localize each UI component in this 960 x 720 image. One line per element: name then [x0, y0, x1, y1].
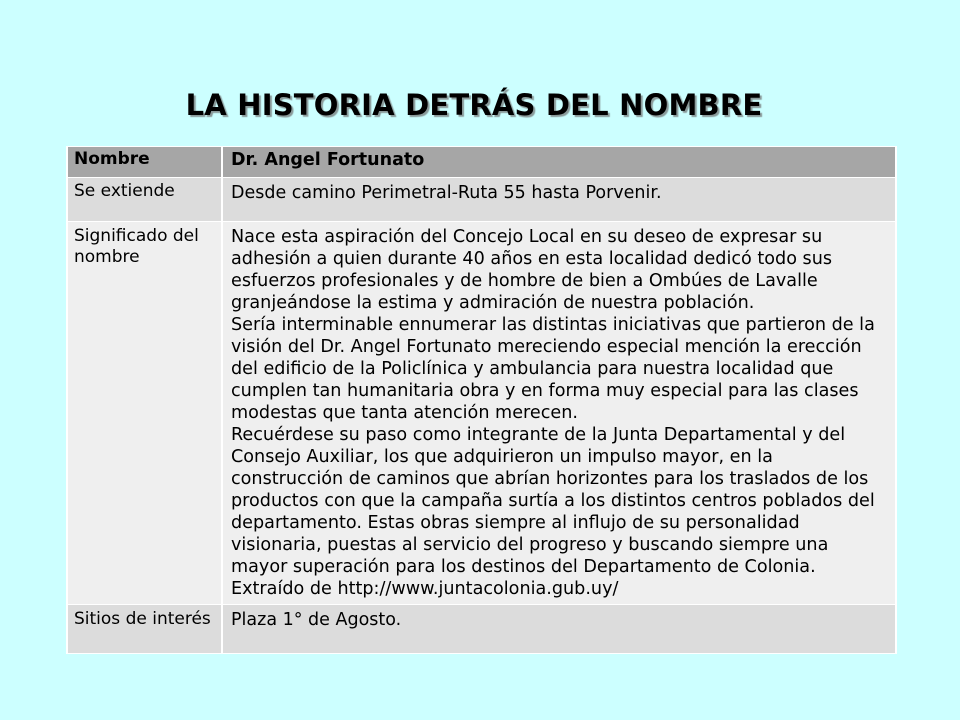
row-value-cell	[222, 178, 896, 222]
row-value-meaning	[223, 222, 895, 604]
row-label-cell	[67, 222, 222, 605]
page-title: LA HISTORIA DETRÁS DEL NOMBRE	[185, 88, 763, 122]
row-label-meaning: Significado del nombre	[74, 226, 199, 267]
table-row	[67, 222, 896, 605]
row-value-sites: Plaza 1° de Agosto.	[231, 610, 402, 630]
header-value-cell	[222, 147, 896, 178]
meaning-paragraph: Recuérdese su paso como integrante de la Junta Departamental y del Consejo Auxiliar, los que adquirieron un impulso mayor, en la construcción de caminos que abrían horizontes para los traslados de los productos con que la campaña surtía a los distintos centros poblados del departamento. Estas obras siempre al influjo de su personalidad visionaria, puestas al servicio del progreso y buscando siempre una mayor superación para los destinos del Departamento de Colonia. Extraído de http://www.juntacolonia.gub.uy/	[231, 425, 875, 599]
info-table	[66, 146, 897, 654]
table-row	[67, 178, 896, 222]
row-label-sites: Sitios de interés	[74, 609, 211, 629]
table-row	[67, 605, 896, 654]
row-label-extent: Se extiende	[74, 181, 175, 201]
row-label-cell	[67, 178, 222, 222]
row-value-cell	[222, 605, 896, 654]
header-label-cell	[67, 147, 222, 178]
row-value-cell	[222, 222, 896, 605]
meaning-paragraph: Nace esta aspiración del Concejo Local en su deseo de expresar su adhesión a quien durante 40 años en esta localidad dedicó todo sus esfuerzos profesionales y de hombre de bien a Ombúes de Lavalle granjeándose la estima y admiración de nuestra población.	[231, 227, 833, 313]
meaning-paragraph: Sería interminable ennumerar las distintas iniciativas que partieron de la visión del Dr. Angel Fortunato mereciendo especial mención la erección del edificio de la Policlínica y ambulancia para nuestra localidad que cumplen tan humanitaria obra y en forma muy especial para las clases modestas que tanta atención merecen.	[231, 315, 875, 423]
header-value: Dr. Angel Fortunato	[231, 150, 425, 170]
row-label-cell	[67, 605, 222, 654]
header-label: Nombre	[74, 149, 150, 169]
row-value-extent: Desde camino Perimetral-Ruta 55 hasta Porvenir.	[231, 183, 662, 203]
table-header-row	[67, 147, 896, 178]
